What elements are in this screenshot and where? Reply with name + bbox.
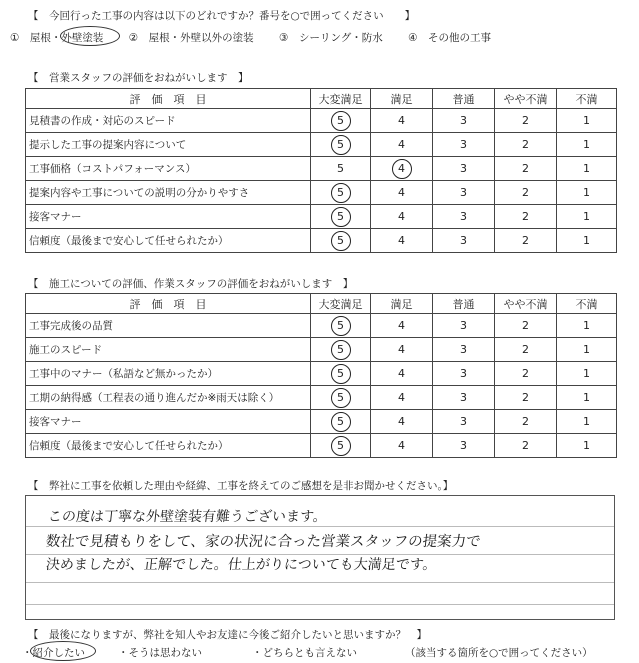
score-value: 2: [522, 138, 529, 151]
score-cell-5[interactable]: [311, 362, 371, 386]
table-row: [26, 205, 617, 229]
score-cell-3[interactable]: [433, 181, 495, 205]
score-value: 5: [337, 234, 344, 247]
header-dissatisfied: 不満: [557, 89, 617, 109]
score-value: 1: [583, 415, 590, 428]
score-value: 4: [398, 391, 405, 404]
score-value: 3: [460, 210, 467, 223]
header-somewhat-dissatisfied: やや不満: [495, 89, 557, 109]
table-row: [26, 314, 617, 338]
score-value: 1: [583, 343, 590, 356]
score-value: 1: [583, 186, 590, 199]
header-item: 評 価 項 目: [26, 294, 311, 314]
option-label: ・紹介したい: [22, 647, 85, 659]
selection-circle: [60, 26, 120, 46]
sales-evaluation-table: [25, 88, 617, 253]
evaluation-item: 見積書の作成・対応のスピード: [26, 109, 311, 133]
score-value: 5: [337, 391, 344, 404]
score-cell-2[interactable]: [495, 338, 557, 362]
comment-heading: 【 弊社に工事を依頼した理由や経緯、工事を終えてのご感想を是非お聞かせください。】: [28, 480, 454, 492]
header-somewhat-dissatisfied: やや不満: [495, 294, 557, 314]
score-value: 5: [337, 186, 344, 199]
score-value: 4: [398, 138, 405, 151]
score-value: 1: [583, 319, 590, 332]
score-value: 5: [337, 162, 344, 175]
evaluation-item: 施工のスピード: [26, 338, 311, 362]
score-value: 4: [398, 319, 405, 332]
score-cell-5[interactable]: [311, 181, 371, 205]
score-cell-3[interactable]: [433, 338, 495, 362]
score-cell-5[interactable]: [311, 157, 371, 181]
construction-evaluation-table: [25, 293, 617, 458]
score-value: 3: [460, 319, 467, 332]
circle-instruction-note: （該当する箇所を○で囲ってください）: [405, 647, 593, 659]
score-value: 4: [398, 439, 405, 452]
score-cell-3[interactable]: [433, 386, 495, 410]
table-row: [26, 434, 617, 458]
score-cell-5[interactable]: [311, 133, 371, 157]
header-satisfied: 満足: [371, 294, 433, 314]
referral-question-heading: 【 最後になりますが、弊社を知人やお友達に今後ご紹介したいと思いますか？ 】: [28, 629, 427, 641]
table-row: [26, 181, 617, 205]
score-cell-5[interactable]: [311, 338, 371, 362]
evaluation-item: 工期の納得感（工程表の通り進んだか※雨天は除く）: [26, 386, 311, 410]
option-exterior-paint[interactable]: [10, 30, 103, 45]
score-cell-1[interactable]: [557, 434, 617, 458]
score-value: 2: [522, 415, 529, 428]
evaluation-item: 提示した工事の提案内容について: [26, 133, 311, 157]
score-cell-1[interactable]: [557, 314, 617, 338]
score-cell-1[interactable]: [557, 338, 617, 362]
score-cell-4[interactable]: [371, 229, 433, 253]
score-cell-2[interactable]: [495, 386, 557, 410]
score-value: 5: [337, 319, 344, 332]
score-value: 5: [337, 210, 344, 223]
table-row: [26, 338, 617, 362]
score-value: 2: [522, 234, 529, 247]
score-value: 3: [460, 343, 467, 356]
score-cell-4[interactable]: [371, 205, 433, 229]
score-value: 2: [522, 162, 529, 175]
score-cell-3[interactable]: [433, 410, 495, 434]
evaluation-item: 工事中のマナー（私語など無かったか）: [26, 362, 311, 386]
score-value: 1: [583, 210, 590, 223]
score-value: 3: [460, 186, 467, 199]
evaluation-item: 信頼度（最後まで安心して任せられたか）: [26, 229, 311, 253]
score-cell-1[interactable]: [557, 362, 617, 386]
score-cell-2[interactable]: [495, 362, 557, 386]
evaluation-item: 信頼度（最後まで安心して任せられたか）: [26, 434, 311, 458]
score-cell-5[interactable]: [311, 386, 371, 410]
score-cell-2[interactable]: [495, 133, 557, 157]
score-value: 3: [460, 114, 467, 127]
score-cell-2[interactable]: [495, 205, 557, 229]
header-satisfied: 満足: [371, 89, 433, 109]
score-cell-2[interactable]: [495, 314, 557, 338]
score-value: 4: [398, 210, 405, 223]
score-cell-4[interactable]: [371, 338, 433, 362]
table-row: [26, 133, 617, 157]
score-cell-2[interactable]: [495, 109, 557, 133]
score-cell-1[interactable]: [557, 133, 617, 157]
score-cell-4[interactable]: [371, 410, 433, 434]
score-value: 5: [337, 114, 344, 127]
header-item: 評 価 項 目: [26, 89, 311, 109]
score-cell-2[interactable]: [495, 157, 557, 181]
question1-options: [10, 30, 513, 45]
score-value: 4: [398, 186, 405, 199]
score-cell-1[interactable]: [557, 386, 617, 410]
score-value: 2: [522, 186, 529, 199]
score-cell-3[interactable]: [433, 434, 495, 458]
score-cell-2[interactable]: [495, 229, 557, 253]
comment-box[interactable]: [25, 495, 615, 620]
header-very-satisfied: 大変満足: [311, 294, 371, 314]
handwritten-line: 数社で見積もりをして、家の状況に合った営業スタッフの提案力で: [45, 534, 482, 550]
score-value: 3: [460, 367, 467, 380]
option-would-not-refer[interactable]: ・そうは思わない: [118, 647, 202, 659]
score-value: 1: [583, 439, 590, 452]
score-cell-5[interactable]: [311, 109, 371, 133]
evaluation-item: 提案内容や工事についての説明の分かりやすさ: [26, 181, 311, 205]
score-value: 4: [398, 343, 405, 356]
ruled-line: [26, 582, 614, 583]
table-row: [26, 229, 617, 253]
table-row: [26, 386, 617, 410]
score-value: 4: [398, 367, 405, 380]
score-cell-3[interactable]: [433, 229, 495, 253]
score-cell-2[interactable]: [495, 410, 557, 434]
score-value: 2: [522, 439, 529, 452]
score-cell-4[interactable]: [371, 434, 433, 458]
selection-circle: [30, 641, 96, 661]
score-cell-5[interactable]: [311, 205, 371, 229]
table-row: [26, 157, 617, 181]
score-cell-3[interactable]: [433, 314, 495, 338]
score-cell-3[interactable]: [433, 362, 495, 386]
score-value: 3: [460, 391, 467, 404]
score-value: 2: [522, 114, 529, 127]
score-value: 1: [583, 391, 590, 404]
table-row: [26, 362, 617, 386]
handwritten-line: 決めましたが、正解でした。仕上がりについても大満足です。: [45, 557, 438, 573]
score-value: 4: [398, 415, 405, 428]
score-value: 1: [583, 162, 590, 175]
evaluation-item: 接客マナー: [26, 410, 311, 434]
score-cell-4[interactable]: [371, 109, 433, 133]
score-value: 5: [337, 367, 344, 380]
score-value: 2: [522, 367, 529, 380]
option-other-paint[interactable]: [129, 30, 254, 45]
score-cell-5[interactable]: [311, 314, 371, 338]
score-cell-5[interactable]: [311, 410, 371, 434]
option-undecided[interactable]: ・どちらとも言えない: [252, 647, 357, 659]
score-cell-4[interactable]: [371, 133, 433, 157]
table2-heading: 【 施工についての評価、作業スタッフの評価をおねがいします 】: [28, 278, 354, 290]
score-value: 4: [398, 234, 405, 247]
score-cell-3[interactable]: [433, 109, 495, 133]
header-dissatisfied: 不満: [557, 294, 617, 314]
option-label: ③ シーリング・防水: [279, 32, 383, 44]
score-cell-1[interactable]: [557, 181, 617, 205]
score-cell-5[interactable]: [311, 229, 371, 253]
option-label: ② 屋根・外壁以外の塗装: [128, 32, 254, 44]
score-cell-1[interactable]: [557, 229, 617, 253]
evaluation-item: 工事完成後の品質: [26, 314, 311, 338]
score-cell-3[interactable]: [433, 157, 495, 181]
table-row: [26, 410, 617, 434]
score-value: 2: [522, 391, 529, 404]
score-value: 5: [337, 439, 344, 452]
score-cell-1[interactable]: [557, 410, 617, 434]
score-cell-2[interactable]: [495, 181, 557, 205]
header-very-satisfied: 大変満足: [311, 89, 371, 109]
score-cell-4[interactable]: [371, 386, 433, 410]
score-value: 2: [522, 210, 529, 223]
option-label: ④ その他の工事: [408, 32, 491, 44]
question1-heading: 【 今回行った工事の内容は以下のどれですか？番号を○で囲ってください 】: [28, 10, 416, 22]
score-value: 1: [583, 367, 590, 380]
score-value: 3: [460, 415, 467, 428]
score-value: 5: [337, 138, 344, 151]
score-cell-1[interactable]: [557, 109, 617, 133]
score-cell-4[interactable]: [371, 362, 433, 386]
score-value: 2: [522, 319, 529, 332]
score-value: 1: [583, 234, 590, 247]
option-label: ① 屋根・外壁塗装: [10, 32, 104, 44]
score-cell-3[interactable]: [433, 133, 495, 157]
table1-heading: 【 営業スタッフの評価をおねがいします 】: [28, 72, 249, 84]
score-value: 3: [460, 138, 467, 151]
option-sealing[interactable]: [279, 30, 383, 45]
header-normal: 普通: [433, 89, 495, 109]
option-would-refer[interactable]: [22, 645, 85, 660]
option-other-work[interactable]: [408, 30, 491, 45]
score-cell-5[interactable]: [311, 434, 371, 458]
score-cell-4[interactable]: [371, 314, 433, 338]
table-row: [26, 109, 617, 133]
score-value: 4: [398, 162, 405, 175]
score-value: 1: [583, 114, 590, 127]
score-value: 3: [460, 162, 467, 175]
ruled-line: [26, 526, 614, 527]
score-value: 3: [460, 234, 467, 247]
score-value: 3: [460, 439, 467, 452]
handwritten-line: この度は丁寧な外壁塗装有難うございます。: [47, 509, 328, 525]
score-value: 2: [522, 343, 529, 356]
score-value: 5: [337, 343, 344, 356]
evaluation-item: 工事価格（コストパフォーマンス）: [26, 157, 311, 181]
score-value: 4: [398, 114, 405, 127]
score-cell-4[interactable]: [371, 157, 433, 181]
score-cell-4[interactable]: [371, 181, 433, 205]
score-value: 5: [337, 415, 344, 428]
score-value: 1: [583, 138, 590, 151]
score-cell-1[interactable]: [557, 205, 617, 229]
table-header-row: [26, 89, 617, 109]
score-cell-1[interactable]: [557, 157, 617, 181]
ruled-line: [26, 604, 614, 605]
score-cell-3[interactable]: [433, 205, 495, 229]
score-cell-2[interactable]: [495, 434, 557, 458]
header-normal: 普通: [433, 294, 495, 314]
table-header-row: [26, 294, 617, 314]
evaluation-item: 接客マナー: [26, 205, 311, 229]
